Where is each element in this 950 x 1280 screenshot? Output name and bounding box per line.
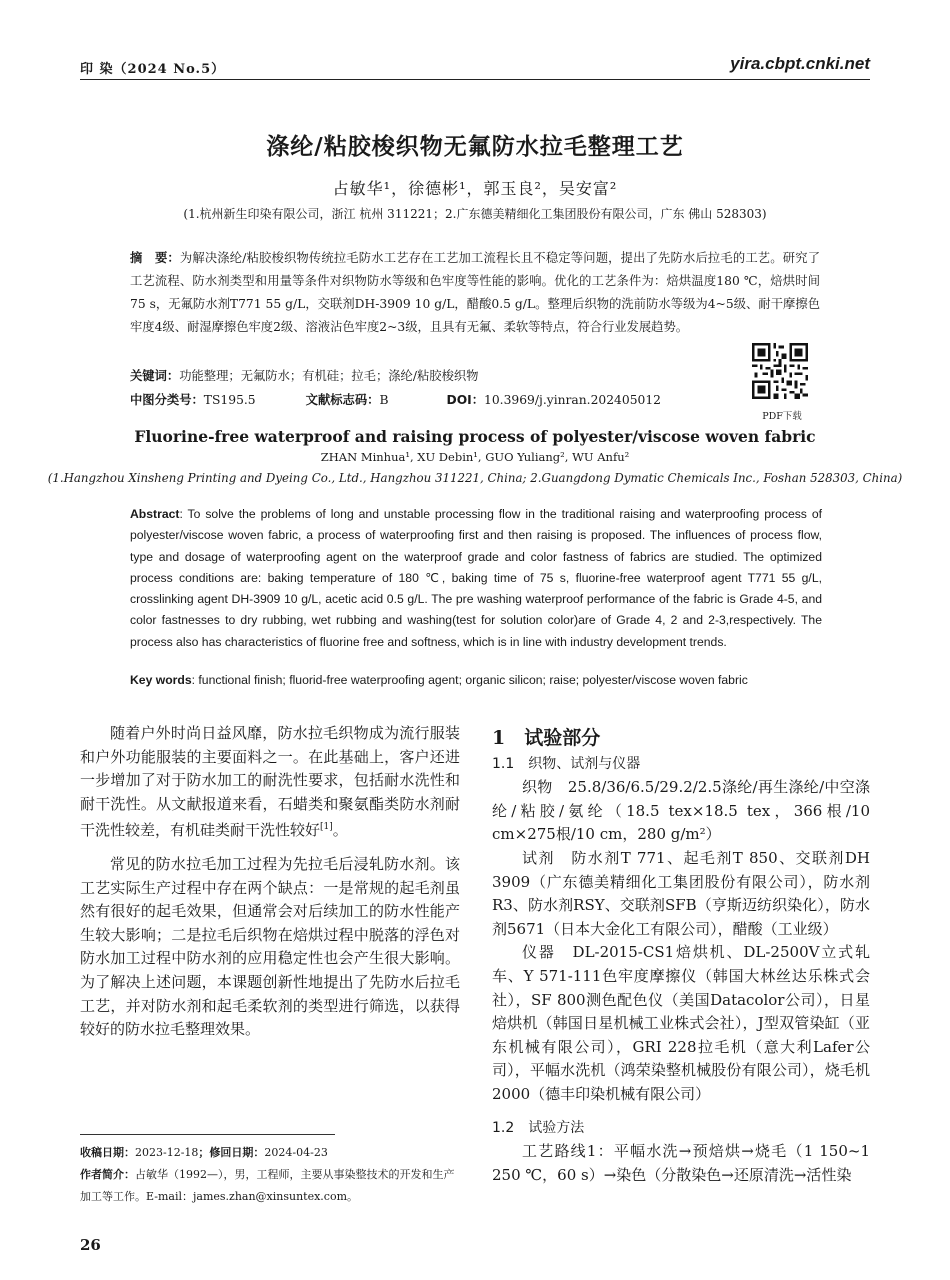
section-heading-1: 1 试验部分 (492, 727, 601, 749)
abstract-cn-text: 为解决涤纶/粘胶梭织物传统拉毛防水工艺存在工艺加工流程长且不稳定等问题，提出了先防水后拉毛的工艺。研究了工艺流程、防水剂类型和用量等条件对织物防水等级和色牢度等性能的影响。优化的工艺条件为：焙烘温度180 ℃，焙烘时间75 s，无氟防水剂T771 55 g/L，交联剂DH-3909 10 g/L，醋酸0.5 g/L。整理后织物的洗前防水等级为4~5级、耐干摩擦色牢度4级、耐湿摩擦色牢度2级、溶液沾色牢度2~3级，且具有无氟、柔软等特点，符合行业发展趋势。 (130, 251, 820, 334)
affiliation-cn: (1.杭州新生印染有限公司，浙江 杭州 311221；2.广东德美精细化工集团股份有限公司，广东 佛山 528303) (183, 207, 767, 221)
author-bio-label: 作者简介： (80, 1168, 135, 1181)
left-column (80, 722, 460, 1042)
subsection-heading-1-1: 1.1 织物、试剂与仪器 (492, 755, 641, 772)
reagent-paragraph: 试剂 防水剂T 771、起毛剂T 850、交联剂DH 3909（广东德美精细化工集团股份有限公司），防水剂R3、防水剂RSY、交联剂SFB（亨斯迈纺织染化），防水剂5671（日本大金化工有限公司），醋酸（工业级） (492, 848, 870, 938)
qr-label: PDF下载 (762, 411, 802, 422)
journal-header: 印 染（2024 No.5） (80, 62, 226, 77)
classification-line (130, 390, 730, 408)
doi-value[interactable]: 10.3969/j.yinran.202405012 (484, 393, 661, 407)
method-paragraph: 工艺路线1：平幅水洗→预焙烘→烧毛（1 150~1 250 ℃，60 s）→染色（分散染色→还原清洗→活性染 (492, 1142, 870, 1184)
clc-label: 中图分类号： (130, 393, 204, 407)
website-header[interactable]: yira.cbpt.cnki.net (730, 54, 870, 73)
keywords-cn-label: 关键词： (130, 369, 180, 383)
affiliation-en: (1.Hangzhou Xinsheng Printing and Dyeing Co., Ltd., Hangzhou 311221, China; 2.Guangdong Dymatic Chemicals Inc., Foshan 528303, China) (47, 471, 903, 485)
header-rule (80, 79, 870, 80)
keywords-en-label: Key words (130, 673, 192, 687)
revised-date: 2024-04-23 (264, 1146, 328, 1159)
clc-value: TS195.5 (203, 393, 256, 407)
abstract-cn (130, 247, 820, 339)
abstract-en-text: : To solve the problems of long and unstable processing flow in the traditional raising and waterproofing process of polyester/viscose woven fabric, a process of waterproofing first and then raising is proposed. The influences of process flow, type and dosage of waterproofing agent on the waterproof grade and color fastness of fabrics are studied. The optimized process conditions are: baking temperature of 180 ℃, baking time of 75 s, fluorine-free waterproof agent T771 55 g/L, crosslinking agent DH-3909 10 g/L, acetic acid 0.5 g/L. The pre washing waterproof performance of the fabric is Grade 4-5, and color fastnesses to dry rubbing, wet rubbing and washing(test for solution color)are of Grade 4, 2 and 2-3,respectively. The process also has characteristics of fluorine free and softness, which is in line with industry development trends. (130, 507, 822, 649)
article-title-en: Fluorine-free waterproof and raising process of polyester/viscose woven fabric (134, 427, 816, 446)
fabric-paragraph: 织物 25.8/36/6.5/29.2/2.5涤纶/再生涤纶/中空涤纶/粘胶/氨纶（18.5 tex×18.5 tex，366根/10 cm×275根/10 cm，280 g/m²） (492, 778, 870, 844)
author-bio (80, 1164, 465, 1208)
footnote (80, 1142, 465, 1208)
instrument-paragraph: 仪器 DL-2015-CS1焙烘机、DL-2500V立式轧车、Y 571-111色牢度摩擦仪（韩国大林丝达乐株式会社），SF 800测色配色仪（美国Datacolor公司），日星焙烘机（韩国日星机械工业株式会社），J型双管染缸（亚东机械有限公司），GRI 228拉毛机（意大利Lafer公司），平幅水洗机（鸿荣染整机械股份有限公司），烧毛机2000（德丰印染机械有限公司） (492, 943, 870, 1103)
footnote-rule (80, 1134, 335, 1135)
keywords-cn-text: 功能整理；无氟防水；有机硅；拉毛；涤纶/粘胶梭织物 (179, 369, 479, 383)
citation-ref[interactable]: [1] (320, 822, 333, 833)
intro-p1-text: 随着户外时尚日益风靡，防水拉毛织物成为流行服装和户外功能服装的主要面料之一。在此基础上，客户还进一步增加了对于防水加工的耐洗性要求，包括耐水洗性和耐干洗性。从文献报道来看，石蜡类和聚氨酯类防水剂耐干洗性较差，有机硅类耐干洗性较好 (80, 724, 460, 840)
received-date: 2023-12-18 (135, 1146, 199, 1159)
subsection-heading-1-2: 1.2 试验方法 (492, 1119, 585, 1136)
authors: 占敏华¹，徐德彬¹，郭玉良²，吴安富² (332, 179, 618, 198)
keywords-cn (130, 366, 478, 384)
article-title: 涤纶/粘胶梭织物无氟防水拉毛整理工艺 (266, 134, 684, 160)
doc-code-value: B (379, 393, 389, 407)
abstract-en (130, 504, 822, 653)
received-label: 收稿日期： (80, 1146, 135, 1159)
revised-label: ；修回日期： (198, 1146, 265, 1159)
dates-line (80, 1142, 465, 1164)
doi-label: DOI： (446, 393, 485, 407)
keywords-en-text: : functional finish; fluorid-free waterproofing agent; organic silicon; raise; polyester/viscose woven fabric (191, 673, 748, 687)
author-bio-text: 占敏华（1992—），男，工程师，主要从事染整技术的开发和生产加工等工作。E-mail：james.zhan@xinsuntex.com。 (80, 1168, 455, 1203)
qr-code-icon[interactable] (752, 343, 808, 399)
intro-p1-end: 。 (332, 821, 348, 840)
abstract-en-label: Abstract (130, 507, 180, 521)
intro-paragraph-2: 常见的防水拉毛加工过程为先拉毛后浸轧防水剂。该工艺实际生产过程中存在两个缺点：一是常规的起毛剂虽然有很好的起毛效果，但通常会对后续加工的防水性能产生较大影响；二是拉毛后织物在焙烘过程中脱落的浮色对防水加工过程中防水剂的应用稳定性也会产生很大影响。为了解决上述问题，本课题创新性地提出了先防水后拉毛工艺，并对防水剂和起毛柔软剂的类型进行筛选，以获得较好的防水拉毛整理效果。 (80, 854, 460, 1039)
authors-en: ZHAN Minhua¹, XU Debin¹, GUO Yuliang², WU Anfu² (320, 450, 630, 464)
keywords-en (130, 670, 822, 691)
intro-paragraph-1 (80, 722, 460, 843)
abstract-cn-label: 摘 要： (130, 251, 180, 265)
page-number: 26 (80, 1236, 101, 1254)
doc-code-label: 文献标志码： (305, 393, 380, 407)
right-column (492, 727, 870, 1187)
